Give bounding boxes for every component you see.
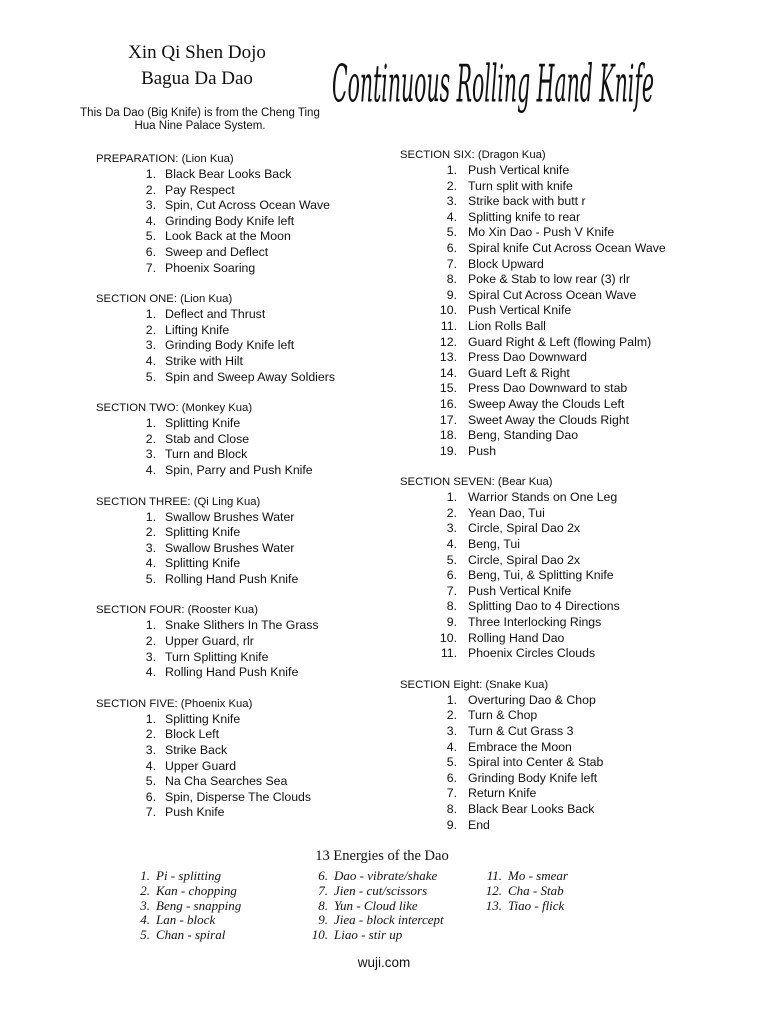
list-item <box>96 261 386 277</box>
item-text: Beng, Standing Dao <box>468 428 579 443</box>
list-item <box>96 712 386 728</box>
item-text: Block Upward <box>468 256 544 271</box>
list-item <box>400 615 730 631</box>
item-text: Push <box>468 443 497 458</box>
item-number: 19. <box>439 443 457 458</box>
list-item <box>400 553 730 569</box>
item-text: Strike with Hilt <box>165 353 243 368</box>
section-heading: SECTION SEVEN: (Bear Kua) <box>400 476 553 489</box>
list-item <box>96 183 386 199</box>
item-text: Strike back with butt r <box>468 194 586 209</box>
item-text: Grinding Body Knife left <box>468 770 598 785</box>
list-item <box>400 490 730 506</box>
move-list <box>400 163 730 459</box>
section <box>96 495 386 588</box>
item-text: Swallow Brushes Water <box>165 509 295 524</box>
list-item <box>96 323 386 339</box>
list-item <box>96 634 386 650</box>
item-number: 3. <box>446 724 457 738</box>
item-text: End <box>468 817 490 832</box>
energy-number: 5. <box>140 927 150 943</box>
list-item <box>96 805 386 821</box>
item-number: 4. <box>145 556 156 571</box>
list-item <box>400 163 730 179</box>
list-item <box>96 541 386 557</box>
item-text: Poke & Stab to low rear (3) rlr <box>468 272 630 287</box>
item-text: Embrace the Moon <box>468 739 572 754</box>
list-item <box>400 537 730 553</box>
list-item <box>400 740 730 756</box>
intro-text: This Da Dao (Big Knife) is from the Cheng Ting Hua Nine Palace System. <box>80 107 320 132</box>
energy-number: 2. <box>140 882 150 898</box>
list-item <box>400 818 730 834</box>
item-number: 4. <box>145 758 156 773</box>
item-number: 1. <box>446 163 457 177</box>
energy-number: 4. <box>140 912 150 928</box>
energy-text: Liao - stir up <box>334 927 403 943</box>
energy-text: Dao - vibrate/shake <box>334 868 438 883</box>
list-item <box>400 755 730 771</box>
list-item <box>96 510 386 526</box>
list-item <box>96 665 386 681</box>
section <box>96 152 386 276</box>
list-item <box>96 727 386 743</box>
energy-text: Chan - spiral <box>156 927 226 943</box>
item-number: 3. <box>145 338 156 353</box>
energy-text: Jien - cut/scissors <box>334 882 428 898</box>
list-item <box>400 631 730 647</box>
item-number: 2. <box>145 182 156 197</box>
section <box>96 401 386 478</box>
item-text: Deflect and Thrust <box>165 307 266 322</box>
list-item <box>400 708 730 724</box>
item-text: Strike Back <box>165 743 228 758</box>
item-text: Sweep and Deflect <box>165 244 269 259</box>
item-number: 3. <box>145 198 156 213</box>
item-number: 5. <box>446 552 457 567</box>
item-number: 4. <box>145 462 156 477</box>
item-text: Circle, Spiral Dao 2x <box>468 521 581 536</box>
list-item <box>96 463 386 479</box>
item-number: 1. <box>145 167 156 181</box>
item-text: Press Dao Downward <box>468 350 587 365</box>
item-number: 6. <box>145 244 156 259</box>
item-text: Black Bear Looks Back <box>468 801 595 816</box>
move-list <box>400 693 730 833</box>
list-item <box>96 432 386 448</box>
item-number: 6. <box>446 240 457 255</box>
item-number: 4. <box>446 537 457 552</box>
list-item <box>400 646 730 662</box>
item-text: Na Cha Searches Sea <box>165 774 288 789</box>
item-number: 2. <box>145 727 156 742</box>
list-item <box>400 693 730 709</box>
main-title-text: Continuous Rolling Hand Knife <box>332 53 654 114</box>
item-text: Snake Slithers In The Grass <box>165 618 319 633</box>
item-text: Three Interlocking Rings <box>468 615 602 630</box>
item-number: 6. <box>446 770 457 785</box>
item-text: Upper Guard <box>165 758 237 773</box>
section-heading: SECTION SIX: (Dragon Kua) <box>400 149 546 161</box>
item-text: Spin, Cut Across Ocean Wave <box>165 198 330 213</box>
energy-text: Mo - smear <box>508 868 568 883</box>
energy-number: 6. <box>318 868 328 883</box>
item-text: Spiral into Center & Stab <box>468 755 604 770</box>
item-text: Guard Right & Left (flowing Palm) <box>468 334 652 349</box>
energy-number: 9. <box>318 912 328 928</box>
item-number: 7. <box>446 786 457 801</box>
item-text: Push Vertical Knife <box>468 303 572 318</box>
item-text: Phoenix Circles Clouds <box>468 646 596 661</box>
item-number: 3. <box>446 521 457 536</box>
section-heading: SECTION FIVE: (Phoenix Kua) <box>96 697 253 710</box>
list-item <box>400 786 730 802</box>
item-text: Sweet Away the Clouds Right <box>468 412 630 427</box>
section <box>96 697 386 821</box>
item-number: 2. <box>145 322 156 337</box>
energy-number: 1. <box>140 868 150 883</box>
item-text: Grinding Body Knife left <box>165 338 295 353</box>
item-number: 1. <box>145 416 156 431</box>
item-number: 1. <box>145 618 156 633</box>
list-item <box>96 354 386 370</box>
energy-text: Kan - chopping <box>156 882 237 898</box>
item-number: 1. <box>145 509 156 524</box>
item-number: 4. <box>145 665 156 680</box>
item-text: Rolling Hand Dao <box>468 630 565 645</box>
item-number: 8. <box>446 599 457 614</box>
energy-text: Pi - splitting <box>156 868 221 883</box>
item-text: Splitting Knife <box>165 525 241 540</box>
list-item <box>96 229 386 245</box>
list-item <box>96 338 386 354</box>
list-item <box>400 225 730 241</box>
section <box>96 292 386 385</box>
item-number: 13. <box>439 350 457 365</box>
item-number: 9. <box>446 615 457 630</box>
item-number: 15. <box>439 381 457 396</box>
item-text: Rolling Hand Push Knife <box>165 665 299 680</box>
energies-title: 13 Energies of the Dao <box>315 848 449 864</box>
list-item <box>96 307 386 323</box>
item-text: Turn & Cut Grass 3 <box>468 724 574 738</box>
item-number: 16. <box>439 396 457 411</box>
item-text: Pay Respect <box>165 182 235 197</box>
list-item <box>400 350 730 366</box>
energy-text: Jiea - block intercept <box>334 912 444 928</box>
item-text: Push Vertical knife <box>468 163 570 177</box>
item-text: Lion Rolls Ball <box>468 318 546 333</box>
item-text: Beng, Tui <box>468 537 520 552</box>
list-item <box>96 774 386 790</box>
list-item <box>400 413 730 429</box>
item-number: 10. <box>439 630 457 645</box>
item-number: 5. <box>145 229 156 244</box>
list-item <box>96 790 386 806</box>
energy-number: 12. <box>485 882 502 898</box>
energy-number: 13. <box>485 897 502 913</box>
item-text: Spin, Disperse The Clouds <box>165 789 312 804</box>
item-text: Sweep Away the Clouds Left <box>468 396 625 411</box>
item-text: Spin, Parry and Push Knife <box>165 462 313 477</box>
item-text: Yean Dao, Tui <box>468 505 545 520</box>
item-number: 4. <box>145 213 156 228</box>
energy-text: Lan - block <box>156 912 216 928</box>
footer-site: wuji.com <box>357 955 411 970</box>
list-item <box>400 724 730 740</box>
item-text: Splitting Knife <box>165 416 241 431</box>
item-number: 4. <box>446 209 457 224</box>
item-number: 5. <box>446 755 457 770</box>
list-item <box>96 214 386 230</box>
list-item <box>400 241 730 257</box>
list-item <box>400 194 730 210</box>
item-number: 4. <box>145 353 156 368</box>
item-number: 2. <box>446 505 457 520</box>
section-heading: SECTION TWO: (Monkey Kua) <box>96 402 253 415</box>
item-number: 5. <box>145 369 156 384</box>
item-text: Splitting Dao to 4 Directions <box>468 599 620 614</box>
item-number: 2. <box>145 634 156 649</box>
list-item <box>400 335 730 351</box>
item-number: 1. <box>145 307 156 322</box>
item-number: 2. <box>145 525 156 540</box>
list-item <box>400 506 730 522</box>
item-text: Warrior Stands on One Leg <box>468 490 618 505</box>
list-item <box>96 447 386 463</box>
list-item <box>400 428 730 444</box>
item-text: Spiral knife Cut Across Ocean Wave <box>468 240 666 255</box>
item-number: 11. <box>440 318 457 333</box>
item-text: Black Bear Looks Back <box>165 167 292 181</box>
item-text: Lifting Knife <box>165 322 230 337</box>
list-item <box>400 319 730 335</box>
list-item <box>400 381 730 397</box>
item-text: Push Vertical Knife <box>468 583 572 598</box>
item-number: 3. <box>145 447 156 462</box>
item-number: 9. <box>446 287 457 302</box>
left-column <box>96 152 386 837</box>
item-number: 1. <box>145 711 156 726</box>
item-text: Upper Guard, rlr <box>165 634 254 649</box>
item-text: Return Knife <box>468 786 537 801</box>
item-text: Spiral Cut Across Ocean Wave <box>468 287 637 302</box>
item-number: 6. <box>145 789 156 804</box>
energy-text: Yun - Cloud like <box>334 897 418 913</box>
energy-number: 8. <box>318 897 328 913</box>
item-text: Turn & Chop <box>468 708 538 723</box>
item-number: 6. <box>446 568 457 583</box>
item-number: 3. <box>145 743 156 758</box>
section <box>400 148 730 459</box>
energy-number: 7. <box>318 882 328 898</box>
list-item <box>400 568 730 584</box>
section-heading: SECTION ONE: (Lion Kua) <box>96 293 233 306</box>
item-number: 2. <box>145 431 156 446</box>
item-text: Turn split with knife <box>468 178 573 193</box>
item-text: Splitting knife to rear <box>468 209 581 224</box>
section-heading: SECTION Eight: (Snake Kua) <box>400 678 549 691</box>
item-number: 3. <box>446 194 457 209</box>
item-text: Stab and Close <box>165 431 250 446</box>
item-text: Guard Left & Right <box>468 365 570 380</box>
item-number: 3. <box>145 540 156 555</box>
list-item <box>400 179 730 195</box>
item-number: 11. <box>440 646 457 661</box>
list-item <box>400 272 730 288</box>
list-item <box>96 743 386 759</box>
item-number: 5. <box>145 571 156 586</box>
list-item <box>400 444 730 460</box>
list-item <box>400 802 730 818</box>
item-text: Grinding Body Knife left <box>165 213 295 228</box>
item-text: Splitting Knife <box>165 711 241 726</box>
list-item <box>400 303 730 319</box>
item-text: Overturing Dao & Chop <box>468 692 596 707</box>
item-number: 1. <box>446 692 457 707</box>
item-number: 14. <box>439 365 457 380</box>
list-item <box>400 521 730 537</box>
list-item <box>96 198 386 214</box>
list-item <box>96 650 386 666</box>
item-number: 1. <box>446 490 457 505</box>
list-item <box>96 618 386 634</box>
move-list <box>96 307 386 385</box>
energy-number: 10. <box>311 927 328 943</box>
item-number: 18. <box>439 428 457 443</box>
list-item <box>400 771 730 787</box>
list-item <box>96 525 386 541</box>
move-list <box>96 712 386 821</box>
item-number: 3. <box>145 649 156 664</box>
list-item <box>400 366 730 382</box>
section-heading: PREPARATION: (Lion Kua) <box>96 153 234 165</box>
item-number: 8. <box>446 272 457 287</box>
item-number: 7. <box>446 256 457 271</box>
list-item <box>96 572 386 588</box>
section <box>400 678 730 833</box>
item-number: 7. <box>145 260 156 275</box>
item-text: Phoenix Soaring <box>165 260 256 275</box>
item-number: 2. <box>446 708 457 723</box>
item-text: Splitting Knife <box>165 556 241 571</box>
list-item <box>400 210 730 226</box>
item-text: Mo Xin Dao - Push V Knife <box>468 225 615 240</box>
move-list <box>96 167 386 276</box>
list-item <box>96 556 386 572</box>
item-number: 2. <box>446 178 457 193</box>
list-item <box>96 370 386 386</box>
item-text: Turn Splitting Knife <box>165 649 269 664</box>
dojo-name: Xin Qi Shen Dojo <box>128 42 266 63</box>
list-item <box>400 584 730 600</box>
item-text: Beng, Tui, & Splitting Knife <box>468 568 614 583</box>
item-number: 10. <box>439 303 457 318</box>
list-item <box>96 245 386 261</box>
section <box>96 603 386 680</box>
item-number: 5. <box>446 225 457 240</box>
energy-text: Beng - snapping <box>156 897 242 913</box>
item-text: Turn and Block <box>165 447 248 462</box>
item-number: 5. <box>145 774 156 789</box>
move-list <box>96 416 386 478</box>
item-number: 4. <box>446 739 457 754</box>
list-item <box>400 288 730 304</box>
section-heading: SECTION FOUR: (Rooster Kua) <box>96 604 258 617</box>
main-title <box>328 46 658 128</box>
section <box>400 475 730 662</box>
move-list <box>96 510 386 588</box>
list-item <box>96 167 386 183</box>
item-text: Push Knife <box>165 805 225 820</box>
list-item <box>400 257 730 273</box>
energy-text: Tiao - flick <box>508 897 565 913</box>
item-number: 12. <box>439 334 457 349</box>
item-text: Block Left <box>165 727 219 742</box>
list-item <box>400 599 730 615</box>
item-text: Rolling Hand Push Knife <box>165 571 299 586</box>
item-number: 7. <box>145 805 156 820</box>
list-item <box>400 397 730 413</box>
right-column <box>400 148 730 849</box>
form-subtitle: Bagua Da Dao <box>141 68 253 89</box>
energy-number: 3. <box>140 897 150 913</box>
item-text: Circle, Spiral Dao 2x <box>468 552 581 567</box>
list-item <box>96 416 386 432</box>
energy-number: 11. <box>486 868 502 883</box>
item-number: 8. <box>446 801 457 816</box>
item-text: Spin and Sweep Away Soldiers <box>165 369 335 384</box>
list-item <box>96 759 386 775</box>
item-text: Press Dao Downward to stab <box>468 381 628 396</box>
move-list <box>400 490 730 662</box>
item-number: 7. <box>446 583 457 598</box>
item-text: Look Back at the Moon <box>165 229 291 244</box>
item-text: Swallow Brushes Water <box>165 540 295 555</box>
item-number: 9. <box>446 817 457 832</box>
section-heading: SECTION THREE: (Qi Ling Kua) <box>96 495 261 508</box>
energy-text: Cha - Stab <box>508 882 564 898</box>
move-list <box>96 618 386 680</box>
item-number: 17. <box>439 412 457 427</box>
